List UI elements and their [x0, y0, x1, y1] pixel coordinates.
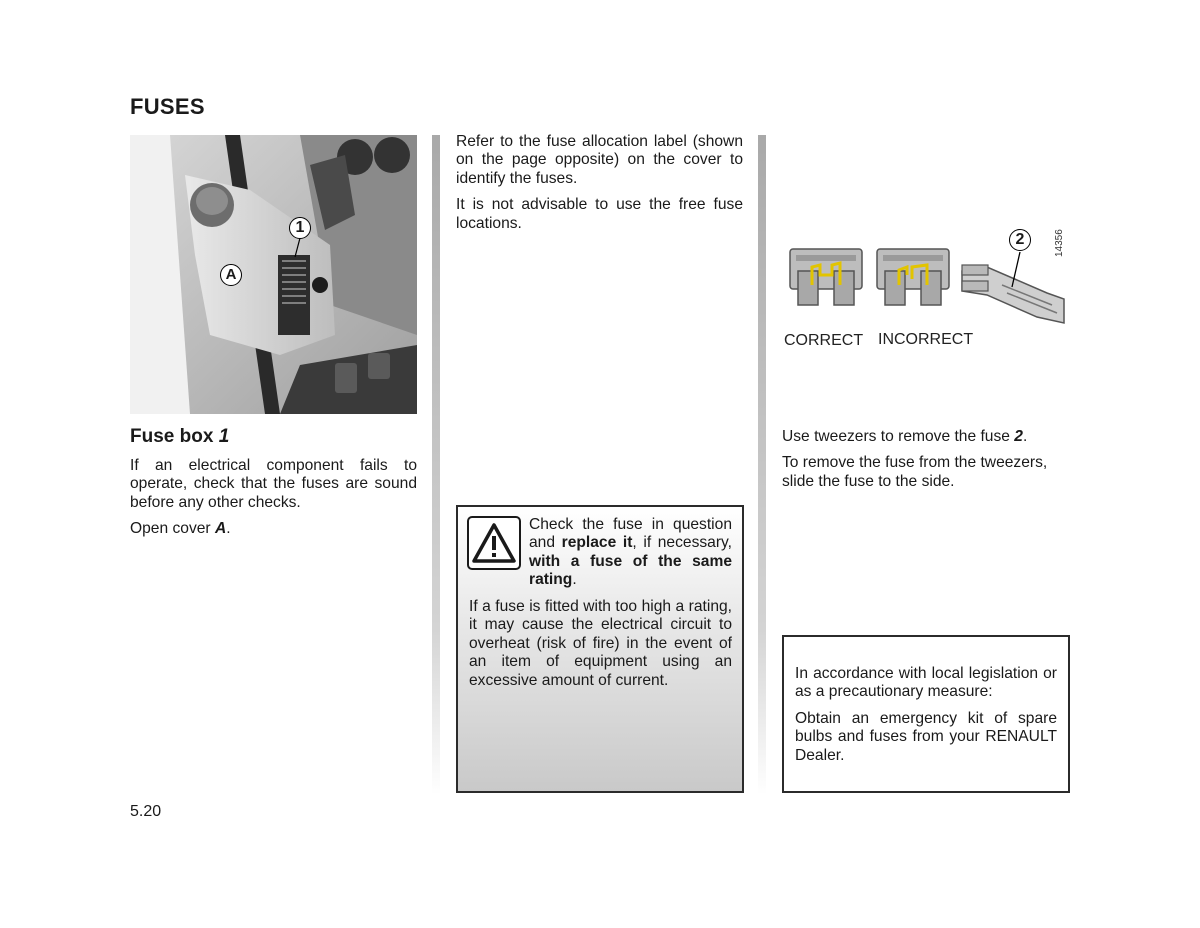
- fuse-incorrect-icon: [877, 249, 949, 305]
- callout-2: 2: [1009, 229, 1031, 251]
- right-para-1: [782, 428, 1072, 446]
- warning-text-e: .: [572, 571, 577, 589]
- middle-column-text: [456, 133, 743, 241]
- right-para-1-ref: 2: [1014, 428, 1023, 445]
- info-para-1: In accordance with local legislation or as a precautionary measure:: [795, 665, 1057, 701]
- callout-1: 1: [289, 217, 311, 239]
- warning-box: [456, 505, 744, 793]
- middle-para-2: It is not advisable to use the free fuse locations.: [456, 196, 743, 232]
- fuse-box-heading: [130, 426, 229, 448]
- page-number: 5.20: [130, 803, 162, 820]
- info-box: [782, 635, 1070, 793]
- warning-para-2: If a fuse is fitted with too high a rating, it may cause the electrical circuit to overheat (risk of fire) in the event of an item of equipment using an excessive amount of current.: [469, 598, 732, 689]
- page-title: FUSES: [130, 94, 205, 119]
- middle-para-1: Refer to the fuse allocation label (shown on the page opposite) on the cover to identify the fuses.: [456, 133, 743, 187]
- right-para-2: To remove the fuse from the tweezers, slide the fuse to the side.: [782, 454, 1048, 490]
- column-divider-right: [758, 135, 766, 795]
- info-para-2: Obtain an emergency kit of spare bulbs and fuses from your RENAULT Dealer.: [795, 709, 1057, 764]
- warning-text-d: with a fuse of the same rating: [529, 552, 732, 589]
- warning-lead-text: [529, 516, 732, 590]
- fuse-box-photo: [130, 135, 417, 414]
- fuse-box-photo-illustration: [130, 135, 417, 414]
- fuse-correct-icon: [790, 249, 862, 305]
- left-para-2: [130, 520, 417, 538]
- left-para-2-end: .: [226, 520, 231, 538]
- left-para-2-text: Open cover: [130, 520, 215, 538]
- info-box-text: [795, 665, 1057, 773]
- warning-text-a: Check the fuse in question and: [529, 516, 732, 552]
- tweezers-icon: [962, 252, 1064, 323]
- right-para-1-text: Use tweezers to remove the fuse: [782, 428, 1015, 445]
- warning-triangle-icon: [467, 516, 521, 570]
- right-column-text: [782, 428, 1072, 499]
- right-para-1-end: .: [1022, 428, 1028, 445]
- label-incorrect: INCORRECT: [878, 331, 974, 348]
- left-para-2-ref: A: [214, 520, 227, 538]
- label-correct: CORRECT: [784, 332, 864, 349]
- column-divider-left: [432, 135, 440, 795]
- fuse-box-heading-ref: 1: [218, 426, 230, 447]
- warning-text-b: replace it: [561, 534, 633, 552]
- fuse-figure: [782, 215, 1072, 355]
- callout-a: A: [220, 264, 242, 286]
- image-code: 14356: [1054, 229, 1065, 257]
- fuse-box-heading-text: Fuse box: [130, 426, 219, 447]
- warning-text-c: , if necessary,: [632, 534, 733, 552]
- left-para-1: If an electrical component fails to operate, check that the fuses are sound before any other checks.: [130, 457, 417, 511]
- left-column-text: [130, 457, 417, 547]
